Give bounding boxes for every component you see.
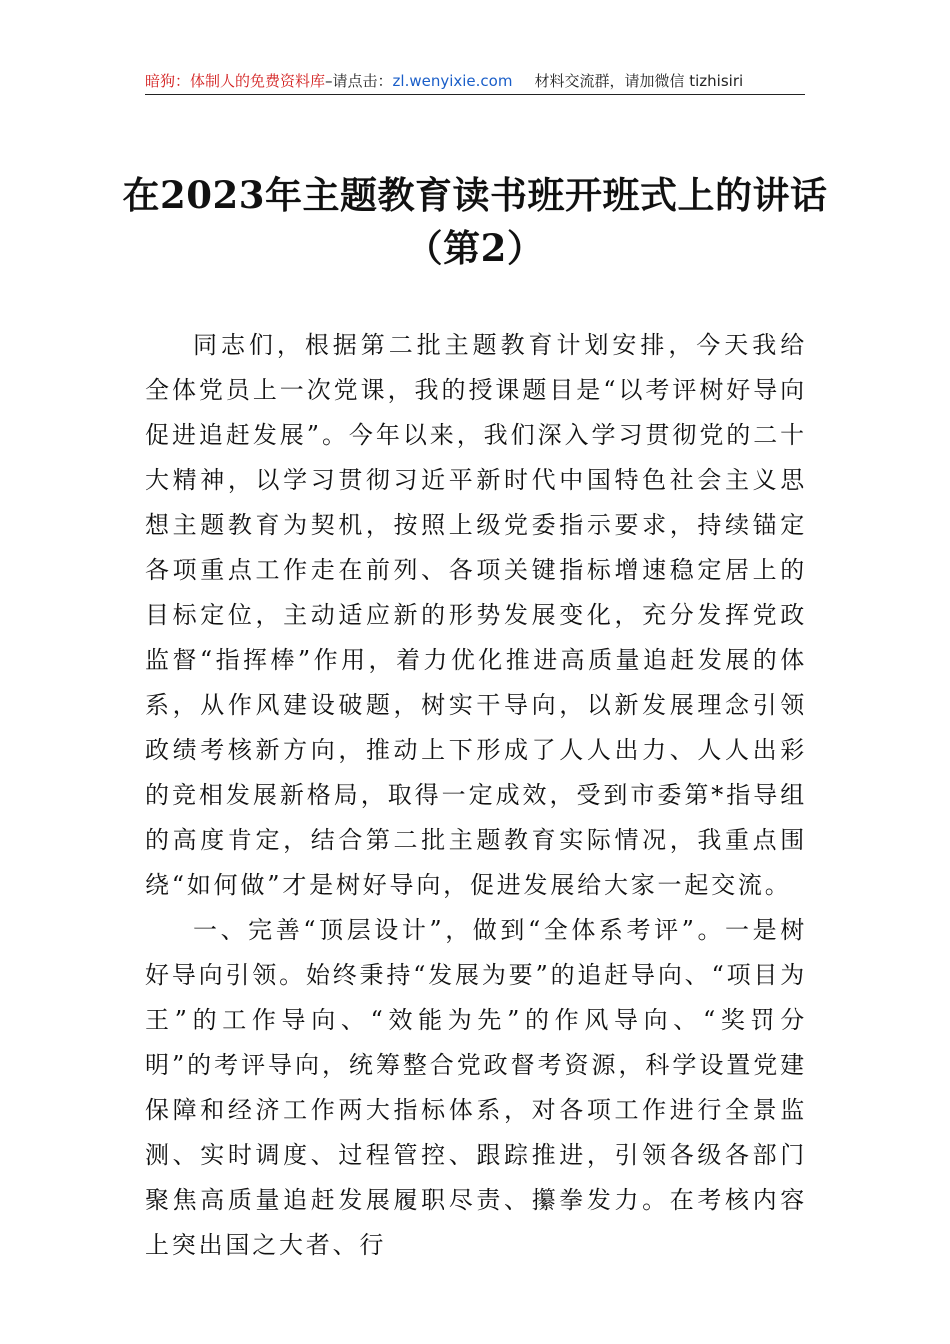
document-subtitle: （第2） — [405, 226, 545, 270]
page-header — [145, 70, 805, 95]
header-link[interactable]: zl.wenyixie.com — [392, 72, 513, 90]
paragraph-intro: 同志们，根据第二批主题教育计划安排，今天我给全体党员上一次党课，我的授课题目是“以考评树好导向促进追赶发展”。今年以来，我们深入学习贯彻党的二十大精神，以学习贯彻习近平新时代中国特色社会主义思想主题教育为契机，按照上级党委指示要求，持续锚定各项重点工作走在前列、各项关键指标增速稳定居上的目标定位，主动适应新的形势发展变化，充分发挥党政监督“指挥棒”作用，着力优化推进高质量追赶发展的体系，从作风建设破题，树实干导向，以新发展理念引领政绩考核新方向，推动上下形成了人人出力、人人出彩的竞相发展新格局，取得一定成效，受到市委第*指导组的高度肯定，结合第二批主题教育实际情况，我重点围绕“如何做”才是树好导向，促进发展给大家一起交流。 — [145, 331, 807, 899]
header-link-prefix: –请点击： — [325, 72, 393, 90]
document-body — [145, 323, 807, 1268]
header-brand: 暗狗：体制人的免费资料库 — [145, 72, 326, 90]
header-contact: 材料交流群，请加微信 tizhisiri — [534, 72, 744, 90]
paragraph-section-one: 一、完善“顶层设计”，做到“全体系考评”。一是树好导向引领。始终秉持“发展为要”的追赶导向、“项目为王”的工作导向、“效能为先”的作风导向、“奖罚分明”的考评导向，统筹整合党政督考资源，科学设置党建保障和经济工作两大指标体系，对各项工作进行全景监测、实时调度、过程管控、跟踪推进，引领各级各部门聚焦高质量追赶发展履职尽责、攥拳发力。在考核内容上突出国之大者、行 — [145, 916, 807, 1259]
document-title: 在2023年主题教育读书班开班式上的讲话 — [122, 173, 828, 217]
